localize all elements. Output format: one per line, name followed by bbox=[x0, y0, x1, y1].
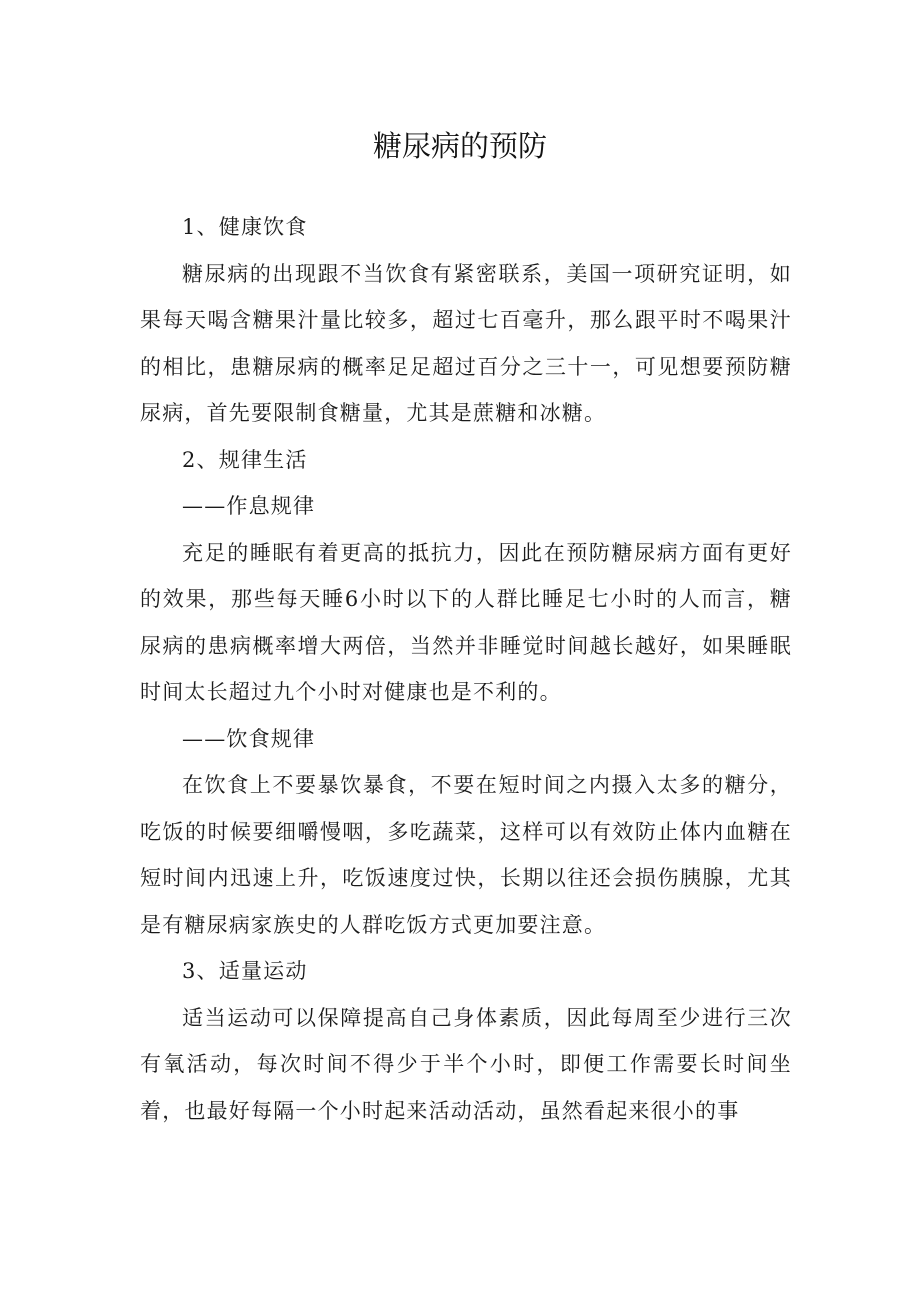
paragraph-sleep-schedule: 充足的睡眠有着更高的抵抗力，因此在预防糖尿病方面有更好的效果，那些每天睡6小时以下的人群比睡足七小时的人而言，糖尿病的患病概率增大两倍，当然并非睡觉时间越长越好，如果睡眠时间太长超过九个小时对健康也是不利的。 bbox=[140, 540, 792, 704]
section-heading-regular-life: 2、规律生活 bbox=[182, 447, 308, 472]
section-heading-exercise: 3、适量运动 bbox=[182, 959, 308, 983]
paragraph-exercise: 适当运动可以保障提高自己身体素质，因此每周至少进行三次有氧活动，每次时间不得少于半个小时，即便工作需要长时间坐着，也最好每隔一个小时起来活动活动，虽然看起来很小的事 bbox=[140, 1005, 792, 1123]
paragraph-eating-schedule: 在饮食上不要暴饮暴食，不要在短时间之内摄入太多的糖分，吃饭的时候要细嚼慢咽，多吃蔬菜，这样可以有效防止体内血糖在短时间内迅速上升，吃饭速度过快，长期以往还会损伤胰腺，尤其是有糖尿病家族史的人群吃饭方式更加要注意。 bbox=[140, 773, 792, 937]
subheading-sleep-schedule: ——作息规律 bbox=[182, 494, 316, 518]
subheading-eating-schedule: ——饮食规律 bbox=[182, 726, 316, 751]
document-title: 糖尿病的预防 bbox=[372, 129, 547, 163]
paragraph-healthy-diet: 糖尿病的出现跟不当饮食有紧密联系，美国一项研究证明，如果每天喝含糖果汁量比较多，超过七百毫升，那么跟平时不喝果汁的相比，患糖尿病的概率足足超过百分之三十一，可见想要预防糖尿病，首先要限制食糖量，尤其是蔗糖和冰糖。 bbox=[140, 261, 792, 425]
document-body bbox=[140, 204, 792, 1134]
section-heading-healthy-diet: 1、健康饮食 bbox=[182, 215, 308, 239]
